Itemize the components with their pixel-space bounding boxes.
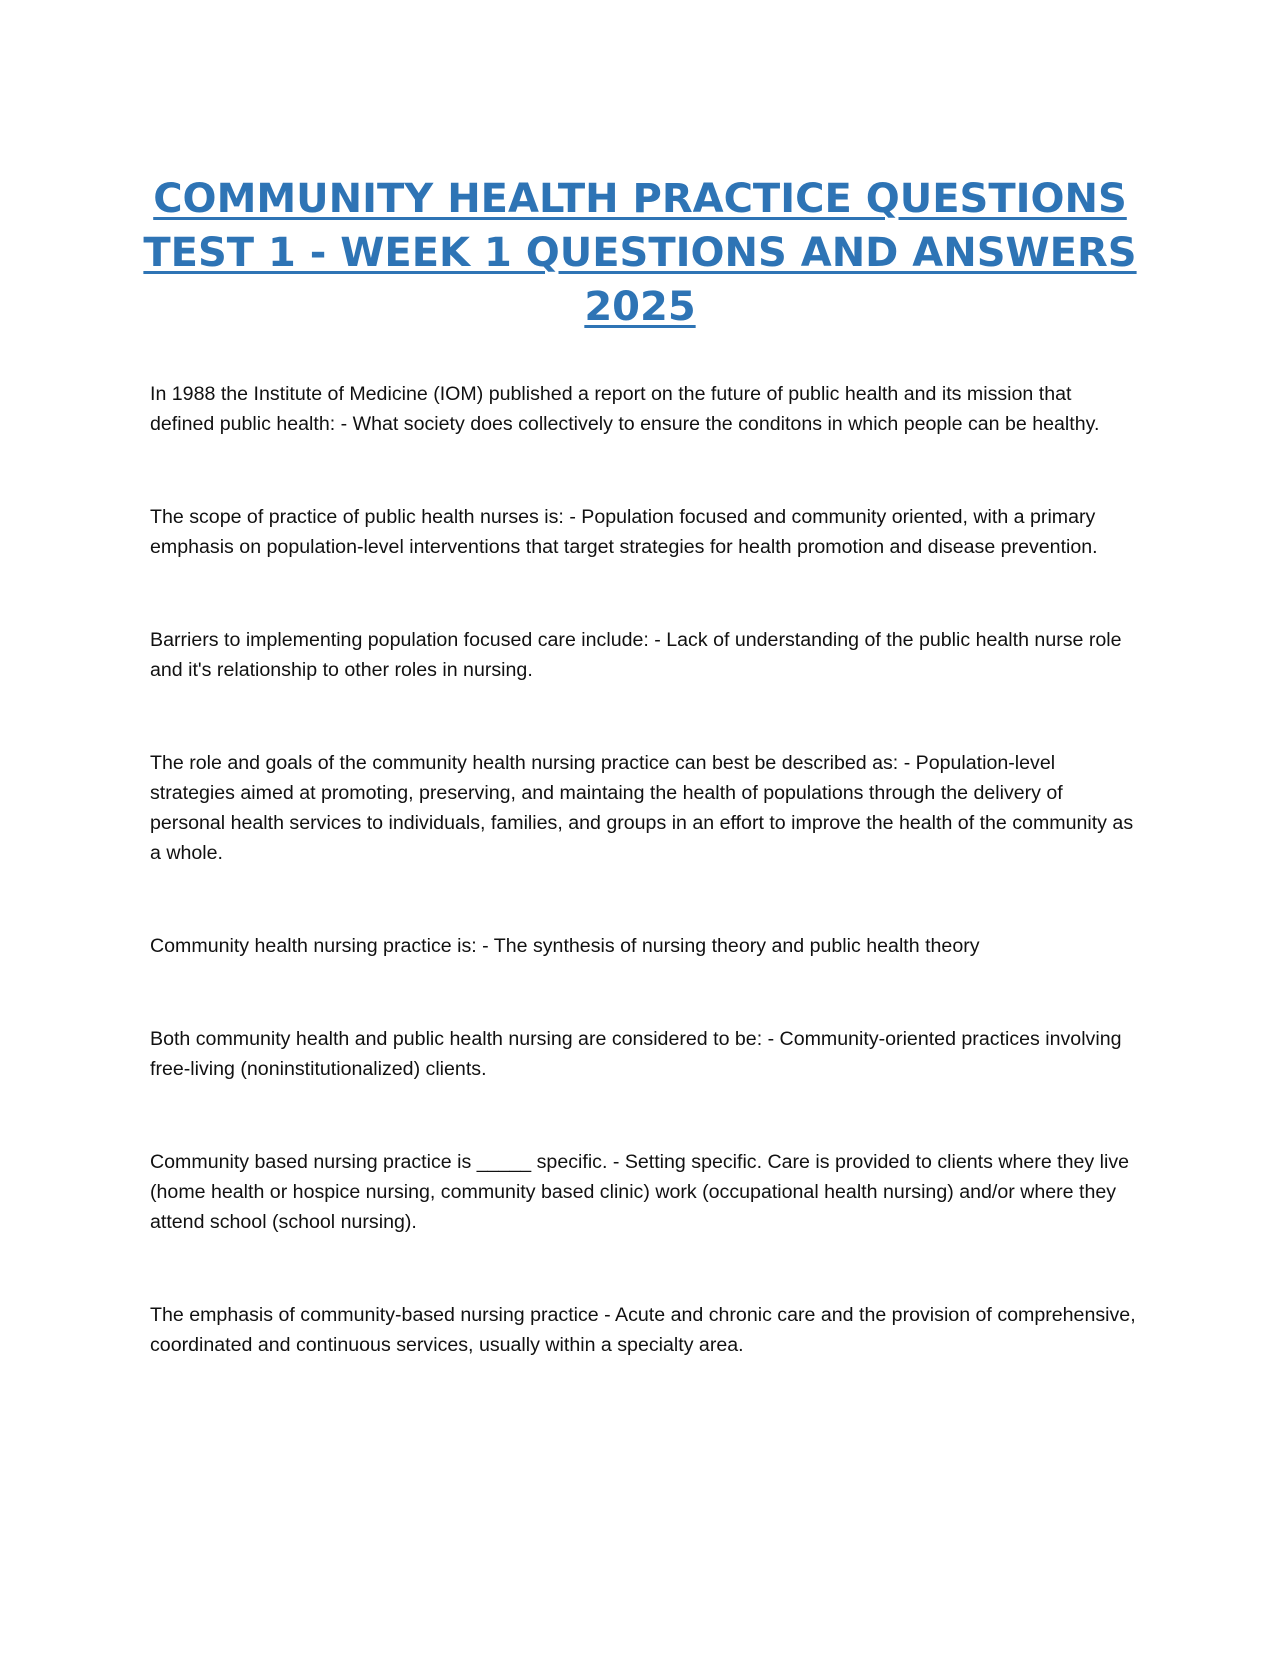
qa-item: Barriers to implementing population focused care include: - Lack of understanding of the public health nurse role and it's relationship to other roles in nursing. (150, 629, 1122, 681)
qa-list (150, 379, 1140, 1423)
qa-item: The emphasis of community-based nursing practice - Acute and chronic care and the provision of comprehensive, coordinated and continuous services, usually within a specialty area. (150, 1304, 1136, 1356)
qa-item: Community based nursing practice is _____ specific. - Setting specific. Care is provided to clients where they live (home health or hospice nursing, community based clinic) work (occupational health nursing) and/or where they attend school (school nursing). (150, 1151, 1130, 1233)
document-title: COMMUNITY HEALTH PRACTICE QUESTIONS TEST 1 - WEEK 1 QUESTIONS AND ANSWERS 2025 (143, 176, 1137, 330)
qa-item: In 1988 the Institute of Medicine (IOM) published a report on the future of public health and its mission that defined public health: - What society does collectively to ensure the conditons in which people can be healthy. (150, 383, 1100, 435)
qa-item: The role and goals of the community health nursing practice can best be described as: - Population-level strategies aimed at promoting, preserving, and maintaing the health of populations through the delivery of personal health services to individuals, families, and groups in an effort to improve the health of the community as a whole. (150, 752, 1134, 864)
qa-item: The scope of practice of public health nurses is: - Population focused and community oriented, with a primary emphasis on population-level interventions that target strategies for health promotion and disease prevention. (150, 506, 1098, 558)
qa-item: Community health nursing practice is: - The synthesis of nursing theory and public health theory (150, 935, 980, 957)
qa-item: Both community health and public health nursing are considered to be: - Community-oriented practices involving free-living (noninstitutionalized) clients. (150, 1028, 1122, 1080)
